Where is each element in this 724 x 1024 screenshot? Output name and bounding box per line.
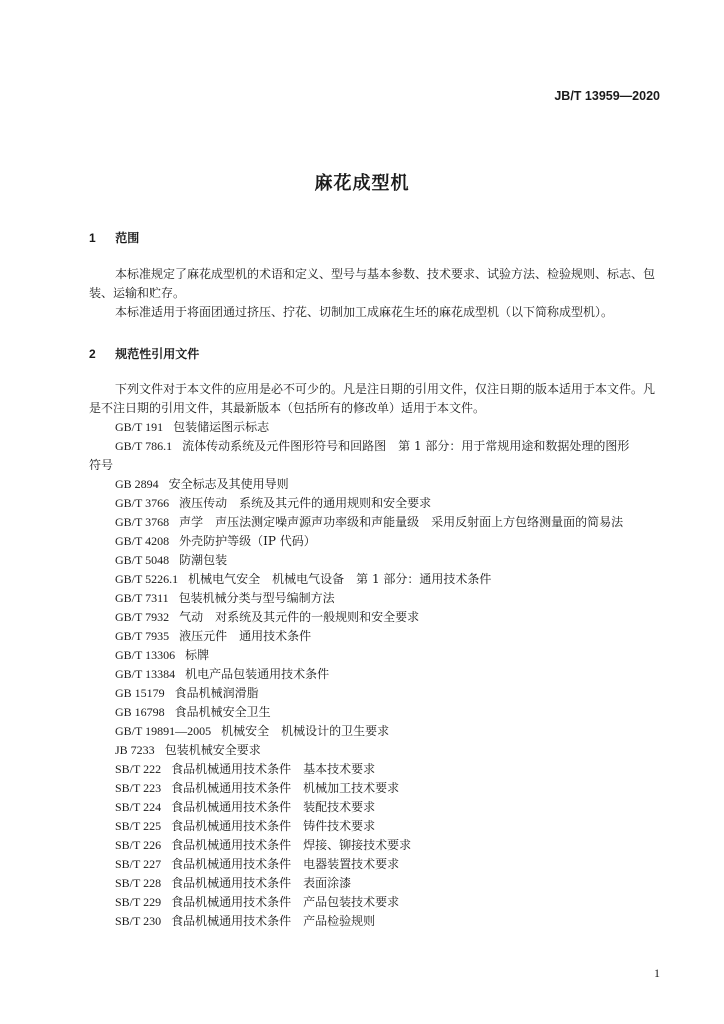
reference-item [89, 646, 669, 665]
reference-list [89, 418, 669, 931]
reference-item [89, 836, 669, 855]
reference-code: GB/T 13306 [115, 648, 176, 662]
section-heading-normative-references [89, 345, 199, 362]
reference-code: GB 16798 [115, 705, 165, 719]
reference-item [89, 627, 669, 646]
reference-code: GB 2894 [115, 477, 159, 491]
reference-code: GB/T 7932 [115, 610, 170, 624]
standard-code: JB/T 13959—2020 [554, 89, 660, 103]
reference-title: 防潮包装 [179, 553, 228, 567]
reference-code: GB/T 5048 [115, 553, 170, 567]
reference-title: 食品机械通用技术条件 装配技术要求 [171, 800, 376, 814]
reference-item [89, 570, 669, 589]
section-heading-scope [89, 229, 139, 246]
reference-title: 包装机械安全要求 [164, 743, 261, 757]
reference-code: SB/T 223 [115, 781, 162, 795]
reference-code: GB/T 191 [115, 420, 164, 434]
section-number: 2 [89, 347, 96, 361]
section-title: 规范性引用文件 [115, 347, 200, 361]
reference-code: GB/T 3766 [115, 496, 170, 510]
reference-title: 标牌 [185, 648, 210, 662]
reference-title: 机械电气安全 机械电气设备 第 1 部分：通用技术条件 [188, 572, 492, 586]
reference-code: GB/T 5226.1 [115, 572, 179, 586]
reference-item [89, 418, 669, 437]
reference-item [89, 874, 669, 893]
reference-title: 食品机械通用技术条件 电器装置技术要求 [171, 857, 400, 871]
reference-title: 食品机械通用技术条件 机械加工技术要求 [171, 781, 400, 795]
reference-item [89, 608, 669, 627]
reference-title: 食品机械通用技术条件 焊接、铆接技术要求 [171, 838, 412, 852]
reference-item [89, 741, 669, 760]
reference-title: 食品机械通用技术条件 产品包装技术要求 [171, 895, 400, 909]
reference-title: 声学 声压法测定噪声源声功率级和声能量级 采用反射面上方包络测量面的简易法 [179, 515, 624, 529]
reference-title: 外壳防护等级（IP 代码） [179, 534, 316, 548]
reference-item [89, 513, 669, 532]
reference-title: 食品机械通用技术条件 基本技术要求 [171, 762, 376, 776]
reference-code: GB/T 19891—2005 [115, 724, 212, 738]
scope-paragraph-1: 本标准规定了麻花成型机的术语和定义、型号与基本参数、技术要求、试验方法、检验规则、标志、包装、运输和贮存。 [89, 267, 656, 300]
reference-item [89, 532, 669, 551]
page-number: 1 [654, 966, 660, 980]
reference-code: SB/T 228 [115, 876, 162, 890]
reference-title: 气动 对系统及其元件的一般规则和安全要求 [179, 610, 420, 624]
reference-code: SB/T 229 [115, 895, 162, 909]
section-number: 1 [89, 231, 96, 245]
section-title: 范围 [115, 231, 140, 245]
reference-title: 机械安全 机械设计的卫生要求 [221, 724, 390, 738]
reference-item [89, 684, 669, 703]
reference-code: GB 15179 [115, 686, 165, 700]
reference-title: 食品机械润滑脂 [174, 686, 259, 700]
reference-code: GB/T 3768 [115, 515, 170, 529]
reference-title: 液压传动 系统及其元件的通用规则和安全要求 [179, 496, 432, 510]
reference-title: 安全标志及其使用导则 [168, 477, 289, 491]
reference-title: 食品机械通用技术条件 产品检验规则 [171, 914, 376, 928]
reference-title: 食品机械通用技术条件 表面涂漆 [171, 876, 352, 890]
reference-code: SB/T 226 [115, 838, 162, 852]
reference-title: 流体传动系统及元件图形符号和回路图 第 1 部分：用于常规用途和数据处理的图形 [182, 439, 630, 453]
reference-item [89, 665, 669, 684]
reference-title: 食品机械安全卫生 [174, 705, 271, 719]
reference-code: JB 7233 [115, 743, 155, 757]
reference-code: SB/T 222 [115, 762, 162, 776]
reference-code: GB/T 786.1 [115, 439, 173, 453]
reference-code: SB/T 224 [115, 800, 162, 814]
reference-title: 机电产品包装通用技术条件 [185, 667, 330, 681]
reference-item [89, 589, 669, 608]
reference-item [89, 912, 669, 931]
reference-code: SB/T 227 [115, 857, 162, 871]
reference-title: 包装机械分类与型号编制方法 [178, 591, 335, 605]
reference-item [89, 855, 669, 874]
reference-code: GB/T 7935 [115, 629, 170, 643]
reference-item [89, 722, 669, 741]
reference-title-continuation: 符号 [89, 458, 114, 472]
reference-code: SB/T 230 [115, 914, 162, 928]
reference-code: GB/T 4208 [115, 534, 170, 548]
references-intro: 下列文件对于本文件的应用是必不可少的。凡是注日期的引用文件，仅注日期的版本适用于本文件。凡是不注日期的引用文件，其最新版本（包括所有的修改单）适用于本文件。 [89, 382, 656, 415]
reference-item [89, 779, 669, 798]
reference-item [89, 893, 669, 912]
reference-title: 食品机械通用技术条件 铸件技术要求 [171, 819, 376, 833]
scope-paragraph-2: 本标准适用于将面团通过挤压、拧花、切制加工成麻花生坯的麻花成型机（以下简称成型机）。 [115, 305, 614, 319]
reference-code: GB/T 13384 [115, 667, 176, 681]
reference-code: GB/T 7311 [115, 591, 169, 605]
reference-item [89, 475, 669, 494]
reference-item [89, 551, 669, 570]
reference-item [89, 703, 669, 722]
reference-title: 包装储运图示标志 [173, 420, 270, 434]
reference-item [89, 437, 669, 475]
reference-item [89, 494, 669, 513]
reference-item [89, 817, 669, 836]
reference-code: SB/T 225 [115, 819, 162, 833]
reference-item [89, 760, 669, 779]
reference-title: 液压元件 通用技术条件 [179, 629, 312, 643]
reference-item [89, 798, 669, 817]
document-title: 麻花成型机 [314, 173, 410, 194]
